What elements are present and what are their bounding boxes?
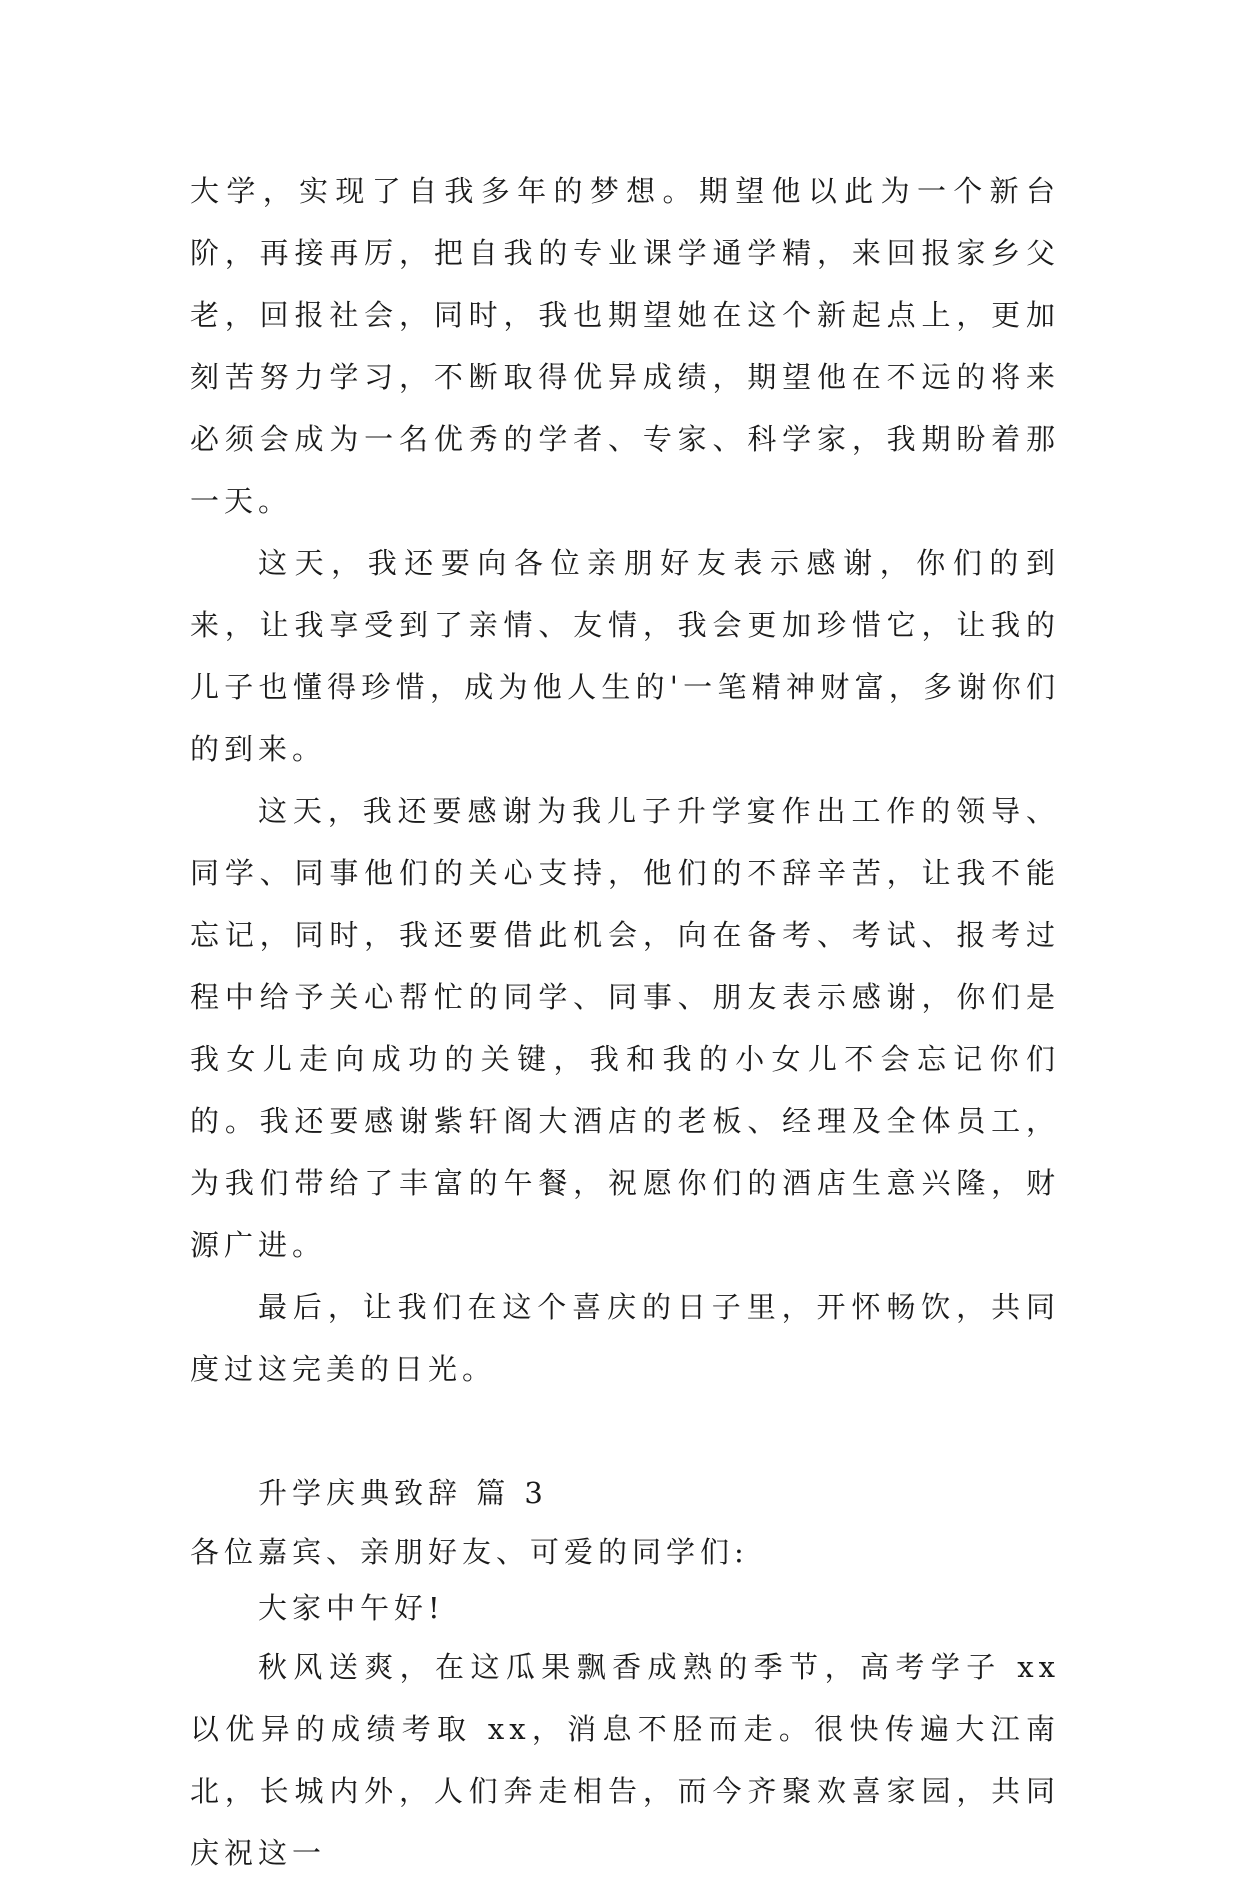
document-body bbox=[190, 160, 1060, 1884]
paragraph-4: 最后，让我们在这个喜庆的日子里，开怀畅饮，共同度过这完美的日光。 bbox=[190, 1290, 1060, 1386]
paragraph-2: 这天，我还要向各位亲朋好友表示感谢，你们的到来，让我享受到了亲情、友情，我会更加珍惜它，让我的儿子也懂得珍惜，成为他人生的'一笔精神财富，多谢你们的到来。 bbox=[190, 546, 1060, 766]
paragraph-1: 大学，实现了自我多年的梦想。期望他以此为一个新台阶，再接再厉，把自我的专业课学通学精，来回报家乡父老，回报社会，同时，我也期望她在这个新起点上，更加刻苦努力学习，不断取得优异成绩，期望他在不远的将来必须会成为一名优秀的学者、专家、科学家，我期盼着那一天。 bbox=[190, 174, 1060, 518]
greeting: 大家中午好! bbox=[258, 1591, 445, 1625]
paragraph-3: 这天，我还要感谢为我儿子升学宴作出工作的领导、同学、同事他们的关心支持，他们的不辞辛苦，让我不能忘记，同时，我还要借此机会，向在备考、考试、报考过程中给予关心帮忙的同学、同事、朋友表示感谢，你们是我女儿走向成功的关键，我和我的小女儿不会忘记你们的。我还要感谢紫轩阁大酒店的老板、经理及全体员工，为我们带给了丰富的午餐，祝愿你们的酒店生意兴隆，财源广进。 bbox=[190, 794, 1060, 1262]
section-heading: 升学庆典致辞 篇 3 bbox=[258, 1476, 548, 1510]
paragraph-5: 秋风送爽，在这瓜果飘香成熟的季节，高考学子 xx 以优异的成绩考取 xx，消息不胫而走。很快传遍大江南北，长城内外，人们奔走相告，而今齐聚欢喜家园，共同庆祝这一 bbox=[190, 1650, 1060, 1870]
section-spacer bbox=[190, 1400, 1060, 1462]
salutation: 各位嘉宾、亲朋好友、可爱的同学们: bbox=[190, 1535, 749, 1569]
